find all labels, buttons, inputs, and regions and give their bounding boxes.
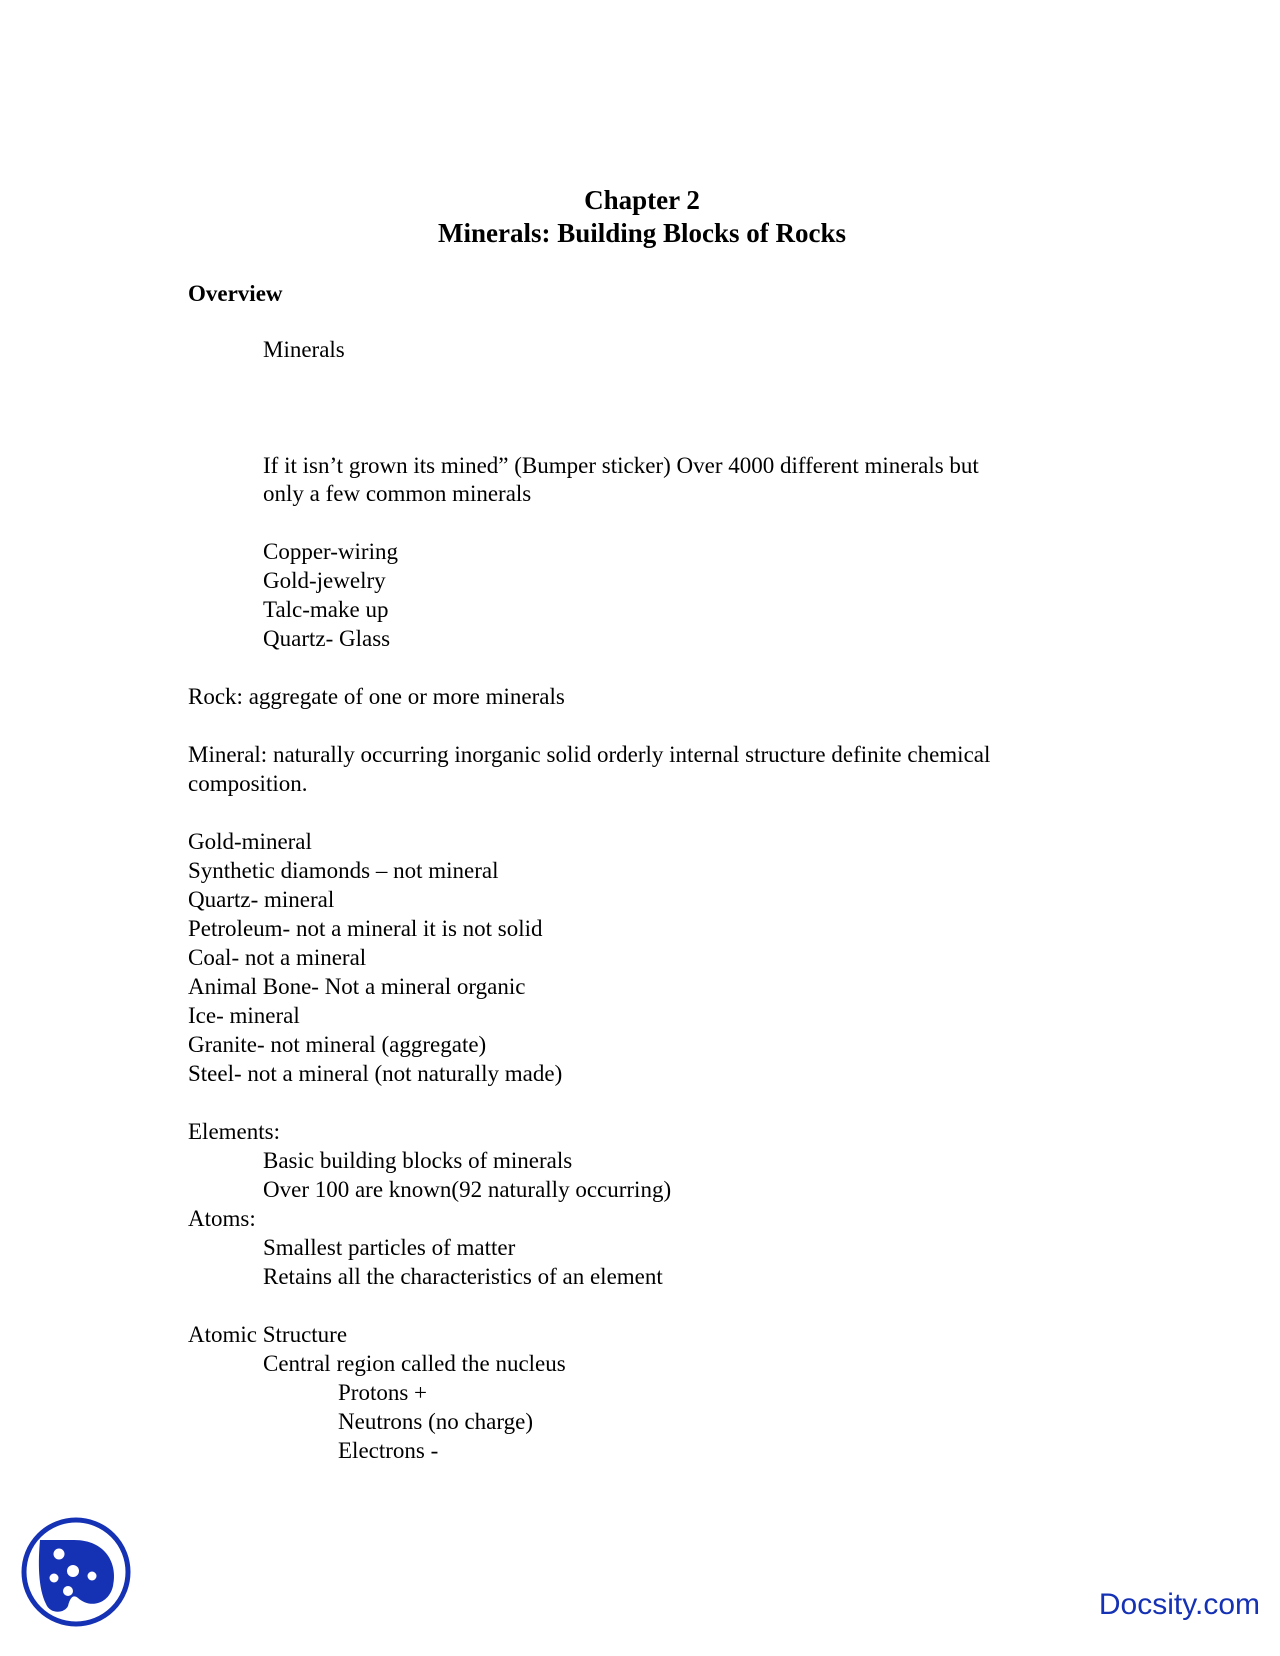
minerals-label: Minerals: [263, 337, 345, 362]
docsity-logo-icon: [20, 1516, 132, 1628]
bumper-sticker-line-1: If it isn’t grown its mined” (Bumper sticker) Over 4000 different minerals but: [263, 453, 979, 478]
rock-definition: Rock: aggregate of one or more minerals: [188, 684, 565, 709]
particle-item: Protons +: [338, 1380, 428, 1405]
mineral-use-item: Gold-jewelry: [263, 568, 386, 593]
mineral-use-item: Copper-wiring: [263, 539, 398, 564]
particle-item: Neutrons (no charge): [338, 1409, 534, 1434]
example-item: Quartz- mineral: [188, 887, 335, 912]
example-item: Synthetic diamonds – not mineral: [188, 858, 499, 883]
chapter-number: Chapter 2: [584, 185, 700, 215]
chapter-title: Minerals: Building Blocks of Rocks: [437, 218, 847, 248]
overview-heading: Overview: [188, 281, 283, 306]
example-item: Animal Bone- Not a mineral organic: [188, 974, 526, 999]
atoms-item: Retains all the characteristics of an element: [263, 1264, 663, 1289]
example-item: Petroleum- not a mineral it is not solid: [188, 916, 543, 941]
example-item: Ice- mineral: [188, 1003, 300, 1028]
elements-item: Basic building blocks of minerals: [263, 1148, 573, 1173]
example-item: Granite- not mineral (aggregate): [188, 1032, 487, 1057]
elements-item: Over 100 are known(92 naturally occurring): [263, 1177, 672, 1202]
mineral-definition-line-2: composition.: [188, 771, 308, 796]
elements-heading: Elements:: [188, 1119, 280, 1144]
example-item: Steel- not a mineral (not naturally made): [188, 1061, 563, 1086]
title-block: [0, 184, 1280, 250]
example-item: Coal- not a mineral: [188, 945, 367, 970]
docsity-brand-link[interactable]: Docsity.com: [1098, 1588, 1260, 1621]
mineral-use-item: Quartz- Glass: [263, 626, 391, 651]
example-item: Gold-mineral: [188, 829, 312, 854]
mineral-use-item: Talc-make up: [263, 597, 389, 622]
mineral-definition-line-1: Mineral: naturally occurring inorganic solid orderly internal structure definite chemical: [188, 742, 991, 767]
atoms-item: Smallest particles of matter: [263, 1235, 516, 1260]
atoms-heading: Atoms:: [188, 1206, 256, 1231]
bumper-sticker-line-2: only a few common minerals: [263, 481, 532, 506]
atomic-structure-heading: Atomic Structure: [188, 1322, 348, 1347]
nucleus-line: Central region called the nucleus: [263, 1351, 566, 1376]
particle-item: Electrons -: [338, 1438, 439, 1463]
